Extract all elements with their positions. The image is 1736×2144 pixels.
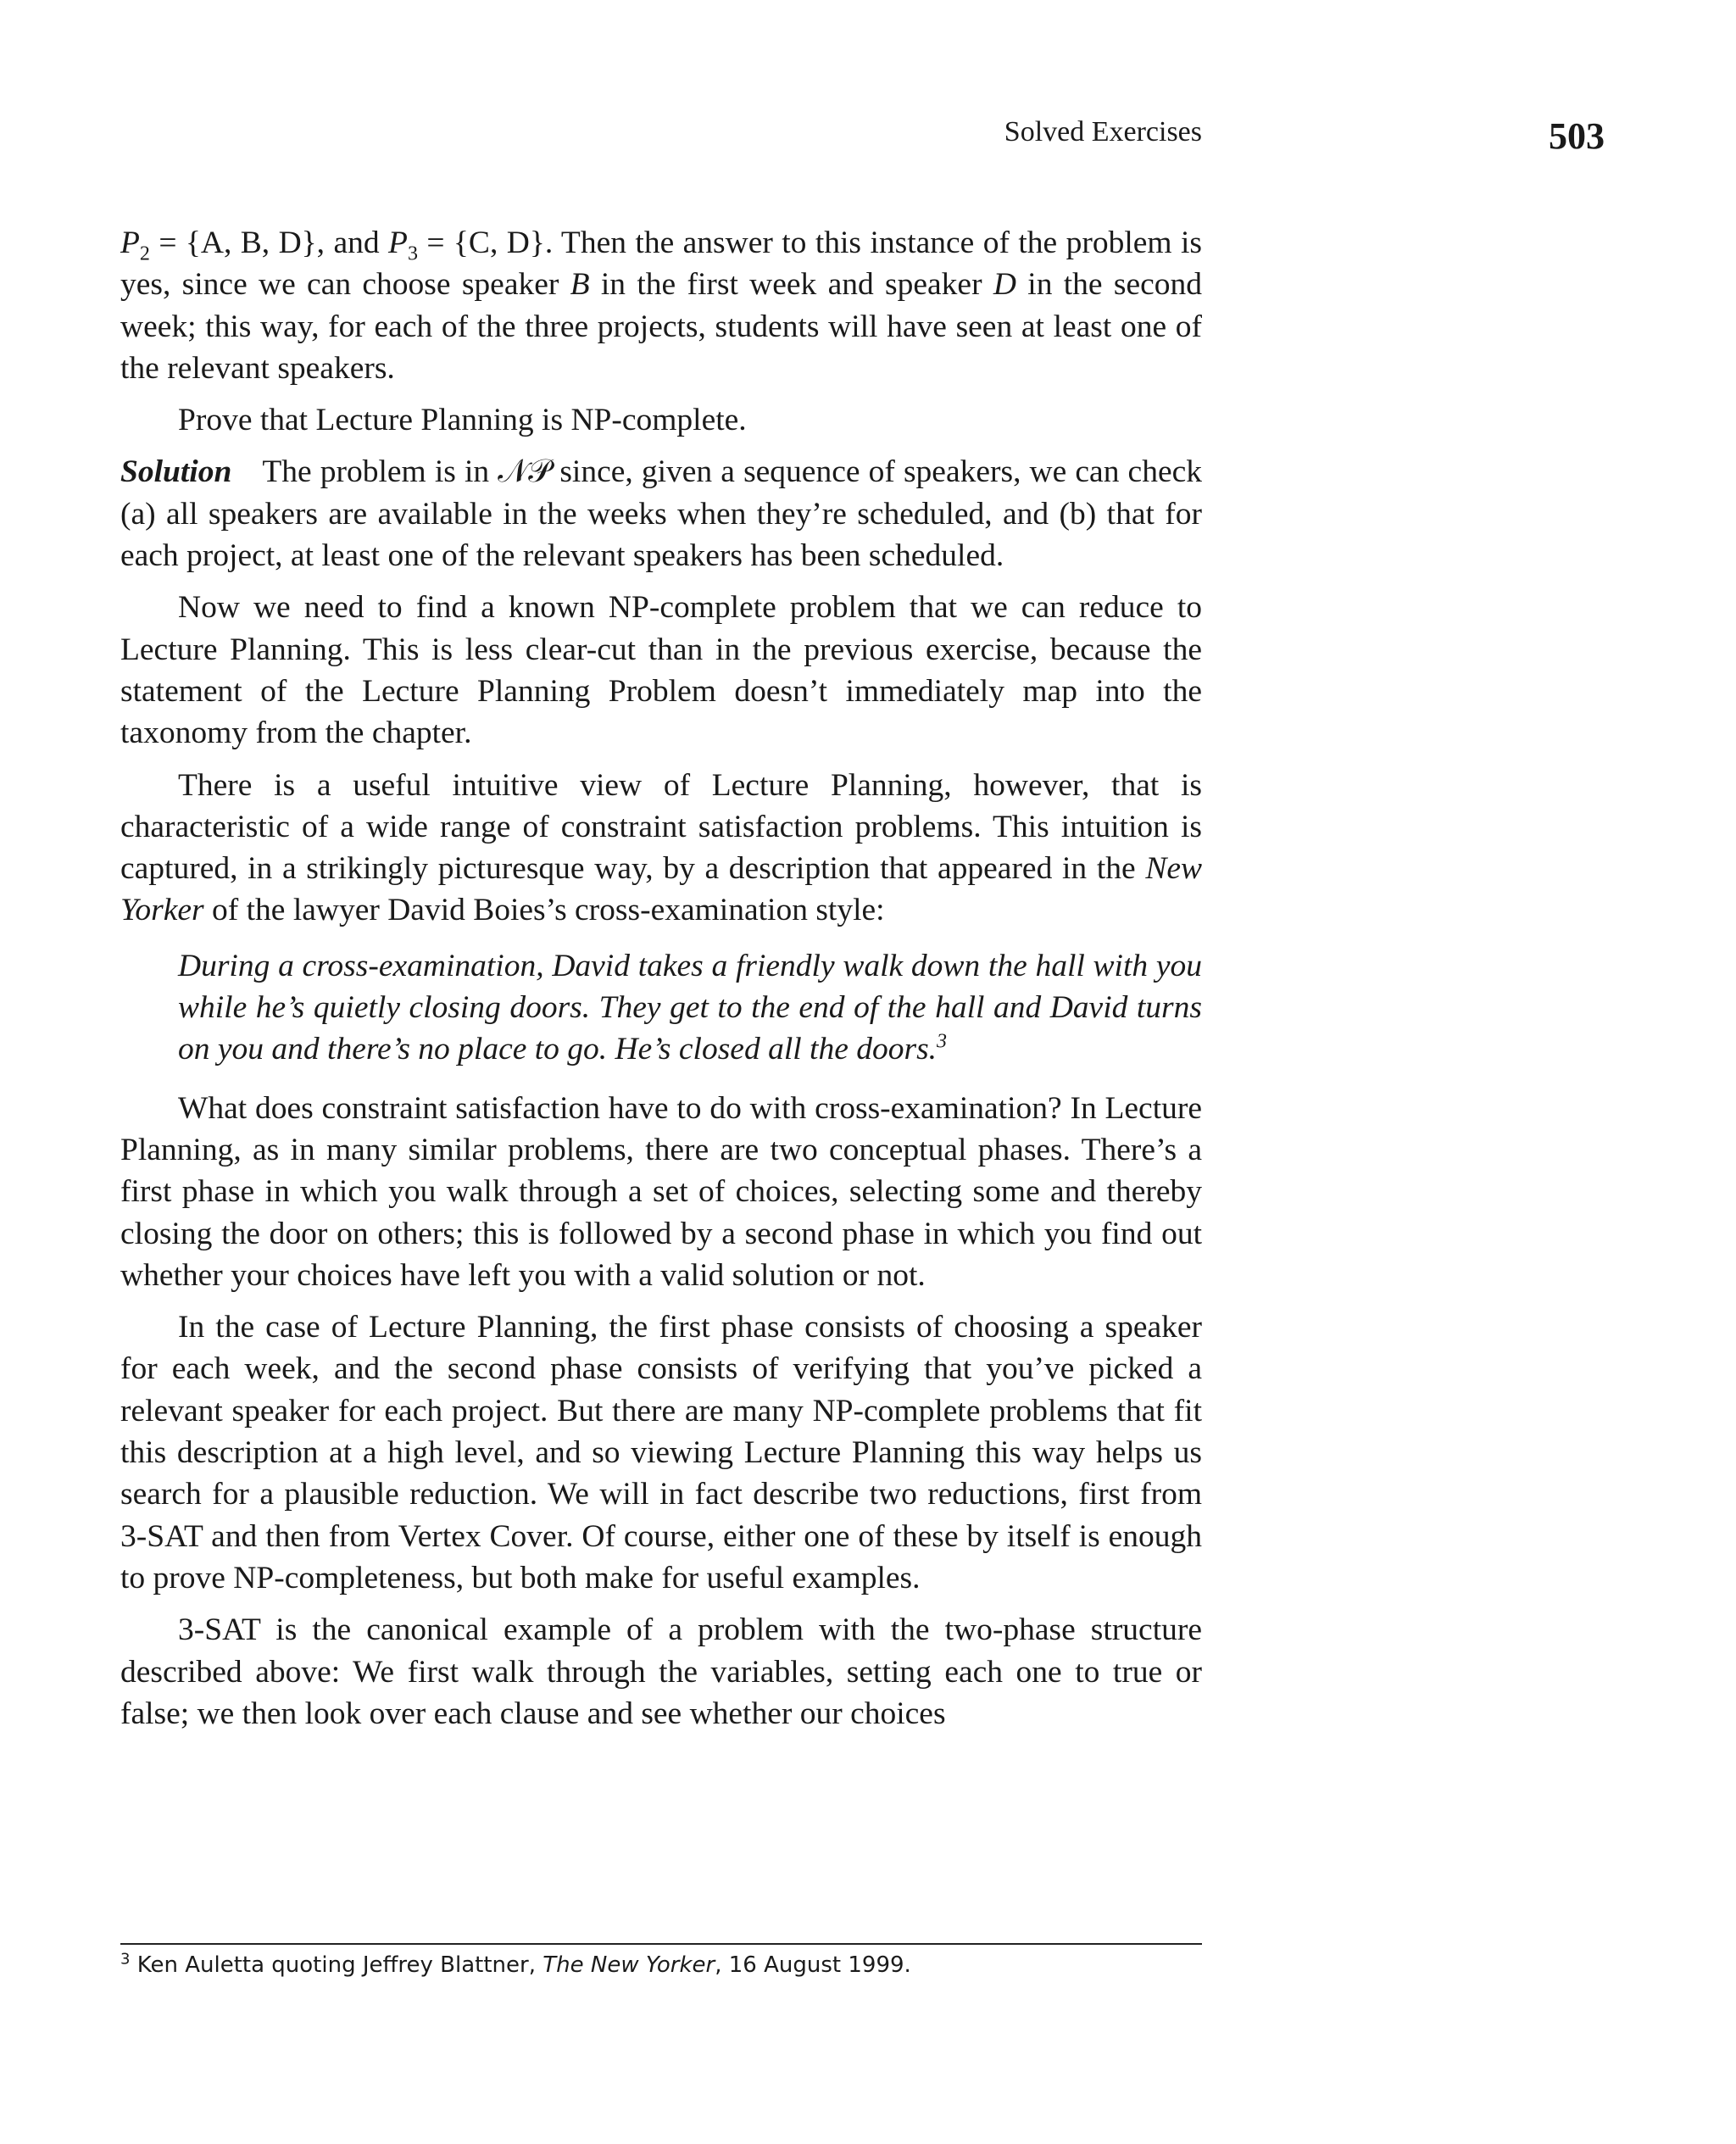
paragraph-solution [120, 451, 1202, 576]
math-var: D [993, 267, 1016, 303]
math-subscript: 3 [407, 242, 418, 265]
text-run: The problem is in 𝒩𝒫 since, given a sequence of speakers, we can check (a) all speakers are available in the weeks when they’re scheduled, and (b) that for each project, at least one of the relevant speakers has been scheduled. [120, 454, 1202, 574]
page-number: 503 [1549, 115, 1605, 157]
magazine-title: The New Yorker [542, 1952, 715, 1978]
section-title: Solved Exercises [1004, 116, 1202, 148]
paragraph-lecture-planning-phases: In the case of Lecture Planning, the first phase consists of choosing a speaker for each week, and the second phase consists of verifying that you’ve picked a relevant speaker for each project. But there are many NP-complete problems that fit this description at a high level, and so viewing Lecture Planning this way helps us search for a plausible reduction. We will in fact describe two reductions, first from 3-SAT and then from Vertex Cover. Of course, either one of these by itself is enough to prove NP-completeness, but both make for useful examples. [120, 1310, 1202, 1595]
text-run: = {C, D}. Then the answer to this instance of the problem is yes, since we can choose speaker [120, 226, 1203, 303]
math-subscript: 2 [139, 242, 150, 265]
text-run: in the second week; this way, for each of the three projects, students will have seen at least one of the relevant speakers. [120, 267, 1202, 386]
paragraph-prove: Prove that Lecture Planning is NP-complete. [178, 403, 747, 438]
text-run: , 16 August 1999. [715, 1952, 911, 1978]
magazine-title: New Yorker [120, 851, 1202, 928]
block-quote [178, 945, 1202, 1071]
paragraph-intuition [120, 765, 1202, 932]
paragraph-constraint-satisfaction: What does constraint satisfaction have to do with cross-examination? In Lecture Planning, as in many similar problems, there are two conceptual phases. There’s a first phase in which you walk through a set of choices, selecting some and thereby closing the door on others; this is followed by a second phase in which you find out whether your choices have left you with a valid solution or not. [120, 1090, 1202, 1293]
paragraph-reduction: Now we need to find a known NP-complete problem that we can reduce to Lecture Planning. This is less clear-cut than in the previous exercise, because the statement of the Lecture Planning Problem doesn’t immediately map into the taxonomy from the chapter. [120, 590, 1202, 751]
text-run: = {A, B, D}, and [149, 226, 389, 260]
text-run: in the first week and speaker [589, 267, 993, 303]
main-text [120, 222, 1202, 1745]
math-var: B [570, 267, 590, 303]
footnote [120, 1950, 1202, 1980]
footnote-rule [120, 1943, 1202, 1945]
paragraph-3sat: 3-SAT is the canonical example of a problem with the two-phase structure described above: We first walk through the variables, setting each one to true or false; we then look over each clause and see whether our choices [120, 1612, 1202, 1731]
footnote-number: 3 [120, 1950, 131, 1969]
math-var: P [388, 226, 408, 260]
quote-text: During a cross-examination, David takes a friendly walk down the hall with you while he’s quietly closing doors. They get to the end of the hall and David turns on you and there’s no place to go. He’s closed all the doors. [178, 948, 1202, 1067]
text-run: of the lawyer David Boies’s cross-examination style: [203, 893, 885, 928]
footnote-marker: 3 [937, 1030, 948, 1053]
text-run: There is a useful intuitive view of Lecture Planning, however, that is characteristic of a wide range of constraint satisfaction problems. This intuition is captured, in a strikingly picturesque way, by a description that appeared in the [120, 767, 1202, 887]
math-var: P [120, 226, 140, 260]
paragraph-example-continued [120, 222, 1202, 389]
solution-label: Solution [120, 454, 232, 490]
text-run: Ken Auletta quoting Jeffrey Blattner, [130, 1952, 543, 1978]
